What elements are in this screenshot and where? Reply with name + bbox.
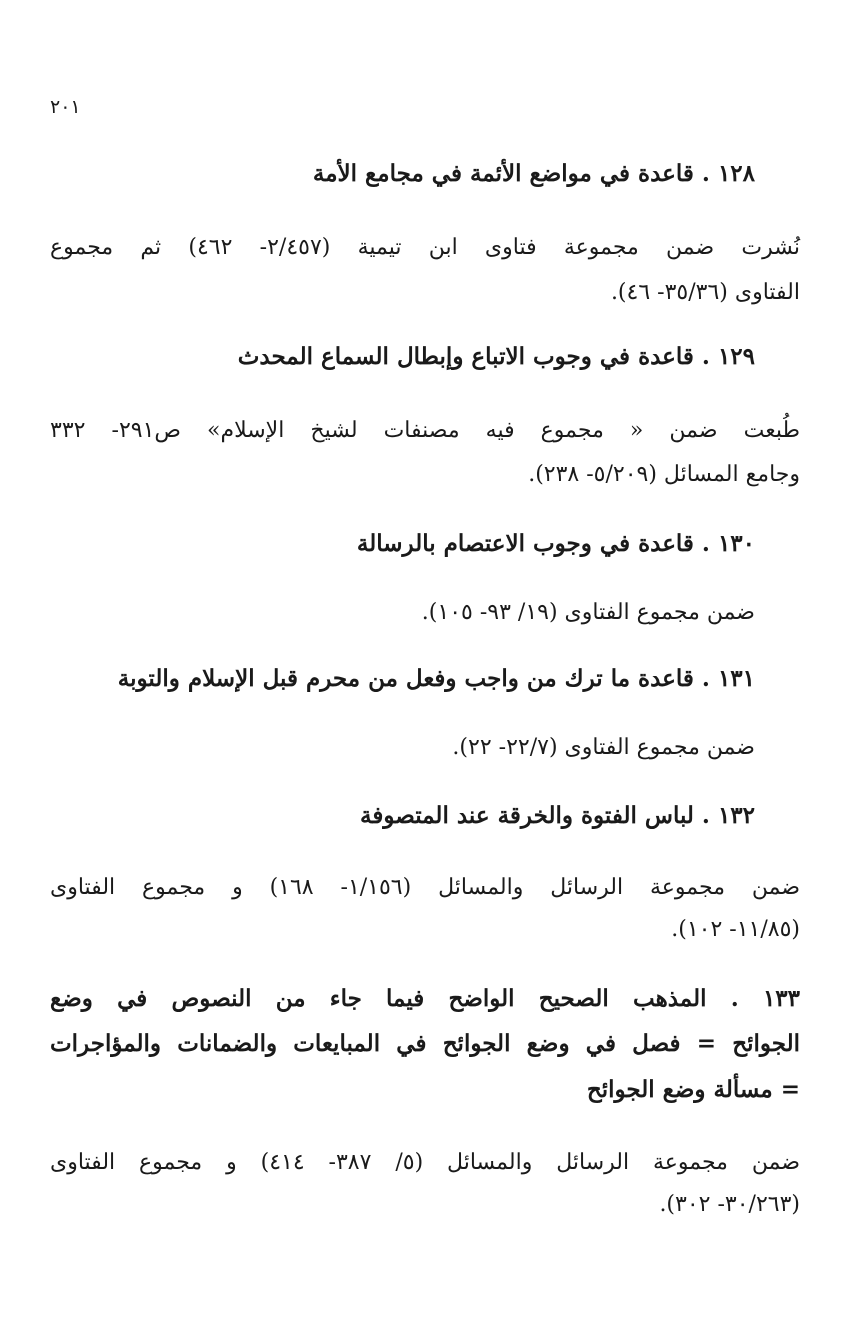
entry-129-note-line-1: طُبعت ضمن « مجموع فيه مصنفات لشيخ الإسلام» ص٢٩١- ٣٣٢ [50, 418, 800, 443]
page-number: ٢٠١ [50, 96, 81, 118]
entry-128-note-line-1: نُشرت ضمن مجموعة فتاوى ابن تيمية (٢/٤٥٧- ٤٦٢) ثم مجموع [50, 235, 800, 260]
entry-133-heading-line-2: الجوائح = فصل في وضع الجوائح في المبايعات والضمانات والمؤاجرات [50, 1030, 800, 1057]
entry-133-note-line-2: (٣٠/٢٦٣- ٣٠٢). [659, 1192, 800, 1217]
entry-132-note-line-1: ضمن مجموعة الرسائل والمسائل (١/١٥٦- ١٦٨) و مجموع الفتاوى [50, 875, 800, 900]
entry-128-heading: ١٢٨ . قاعدة في مواضع الأئمة في مجامع الأمة [312, 160, 755, 187]
entry-129-note-line-2: وجامع المسائل (٥/٢٠٩- ٢٣٨). [528, 462, 800, 487]
entry-128-note-line-2: الفتاوى (٣٥/٣٦- ٤٦). [610, 280, 800, 305]
entry-130-heading: ١٣٠ . قاعدة في وجوب الاعتصام بالرسالة [356, 530, 755, 557]
entry-132-note-line-2: (١١/٨٥- ١٠٢). [671, 917, 800, 942]
entry-131-heading: ١٣١ . قاعدة ما ترك من واجب وفعل من محرم قبل الإسلام والتوبة [117, 665, 755, 692]
entry-132-heading: ١٣٢ . لباس الفتوة والخرقة عند المتصوفة [360, 802, 755, 829]
entry-130-note-line-1: ضمن مجموع الفتاوى (١٩/ ٩٣- ١٠٥). [421, 600, 755, 625]
entry-133-heading-line-1: ١٣٣ . المذهب الصحيح الواضح فيما جاء من النصوص في وضع [50, 985, 800, 1012]
entry-129-heading: ١٢٩ . قاعدة في وجوب الاتباع وإبطال السماع المحدث [237, 343, 755, 370]
entry-131-note-line-1: ضمن مجموع الفتاوى (٢٢/٧- ٢٢). [452, 735, 755, 760]
entry-133-heading-line-3: = مسألة وضع الجوائح [586, 1076, 800, 1103]
entry-133-note-line-1: ضمن مجموعة الرسائل والمسائل (٥/ ٣٨٧- ٤١٤) و مجموع الفتاوى [50, 1150, 801, 1175]
